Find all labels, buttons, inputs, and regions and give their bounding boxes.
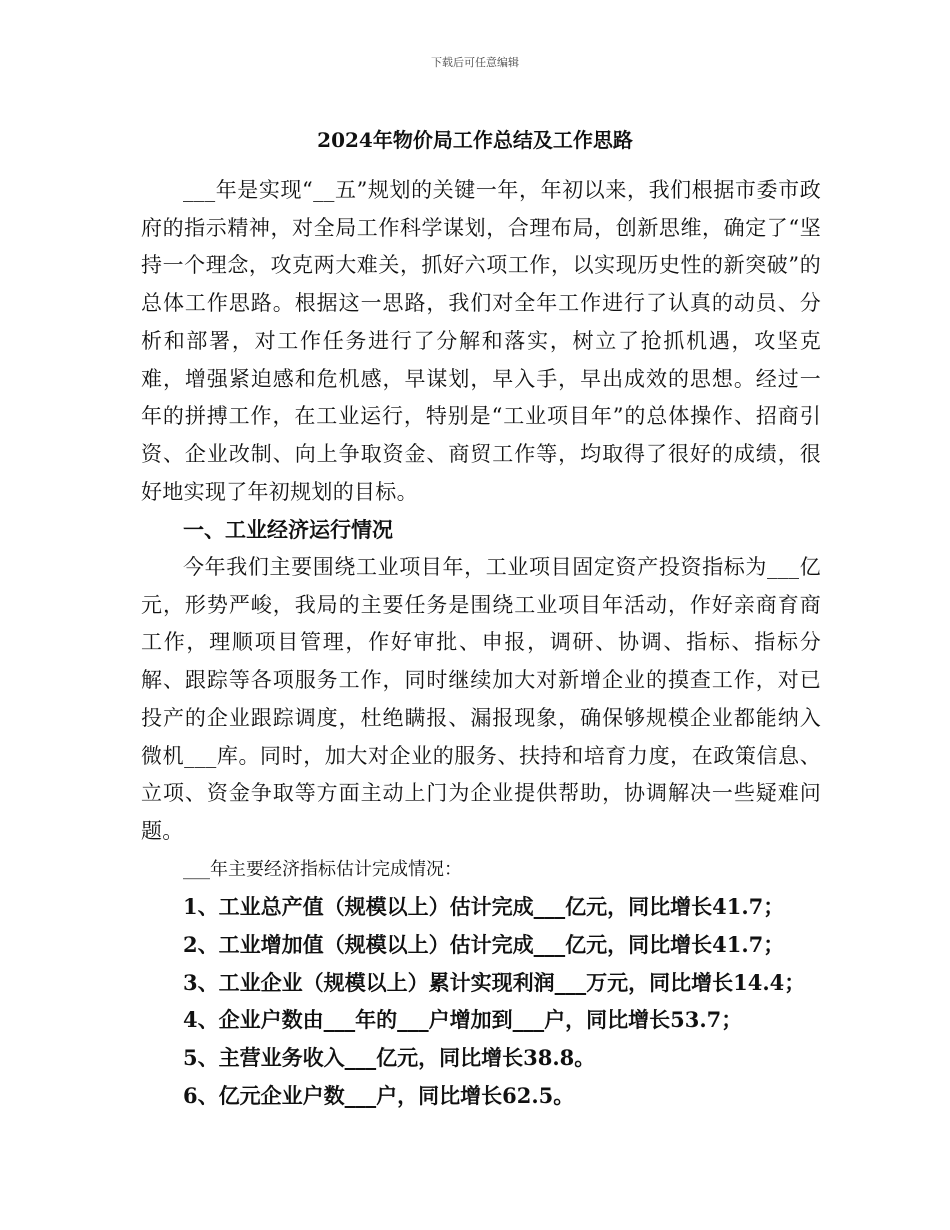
intro-paragraph: ___年是实现“__五”规划的关键一年，年初以来，我们根据市委市政府的指示精神，对全局工作科学谋划，合理布局，创新思维，确定了“坚持一个理念，攻克两大难关，抓好六项工作，以实现历史性的新突破”的总体工作思路。根据这一思路，我们对全年工作进行了认真的动员、分析和部署，对工作任务进行了分解和落实，树立了抢抓机遇，攻坚克难，增强紧迫感和危机感，早谋划，早入手，早出成效的思想。经过一年的拼搏工作，在工业运行，特别是“工业项目年”的总体操作、招商引资、企业改制、向上争取资金、商贸工作等，均取得了很好的成绩，很好地实现了年初规划的目标。	[141, 178, 821, 504]
section-heading-industrial-economy: 一、工业经济运行情况	[183, 517, 393, 543]
indicator-item: 5、主营业务收入___亿元，同比增长38.8。	[183, 1045, 596, 1071]
indicator-item: 1、工业总产值（规模以上）估计完成___亿元，同比增长41.7；	[183, 894, 785, 920]
indicator-item: 3、工业企业（规模以上）累计实现利润___万元，同比增长14.4；	[183, 969, 806, 995]
document-title: 2024年物价局工作总结及工作思路	[317, 128, 633, 152]
indicator-item: 2、工业增加值（规模以上）估计完成___亿元，同比增长41.7；	[183, 932, 785, 958]
indicator-list	[141, 888, 821, 1114]
indicator-item: 4、企业户数由___年的___户增加到___户，同比增长53.7；	[183, 1007, 743, 1033]
indicator-item: 6、亿元企业户数___户，同比增长62.5。	[183, 1082, 575, 1108]
document-body	[141, 172, 821, 1115]
page-header-note: 下载后可任意编辑	[431, 56, 519, 69]
section-body-paragraph: 今年我们主要围绕工业项目年，工业项目固定资产投资指标为___亿元，形势严峻，我局的主要任务是围绕工业项目年活动，作好亲商育商工作，理顺项目管理，作好审批、申报，调研、协调、指标、指标分解、跟踪等各项服务工作，同时继续加大对新增企业的摸查工作，对已投产的企业跟踪调度，杜绝瞒报、漏报现象，确保够规模企业都能纳入微机___库。同时，加大对企业的服务、扶持和培育力度，在政策信息、立项、资金争取等方面主动上门为企业提供帮助，协调解决一些疑难问题。	[141, 555, 821, 843]
indicators-intro: ___年主要经济指标估计完成情况：	[183, 858, 462, 880]
